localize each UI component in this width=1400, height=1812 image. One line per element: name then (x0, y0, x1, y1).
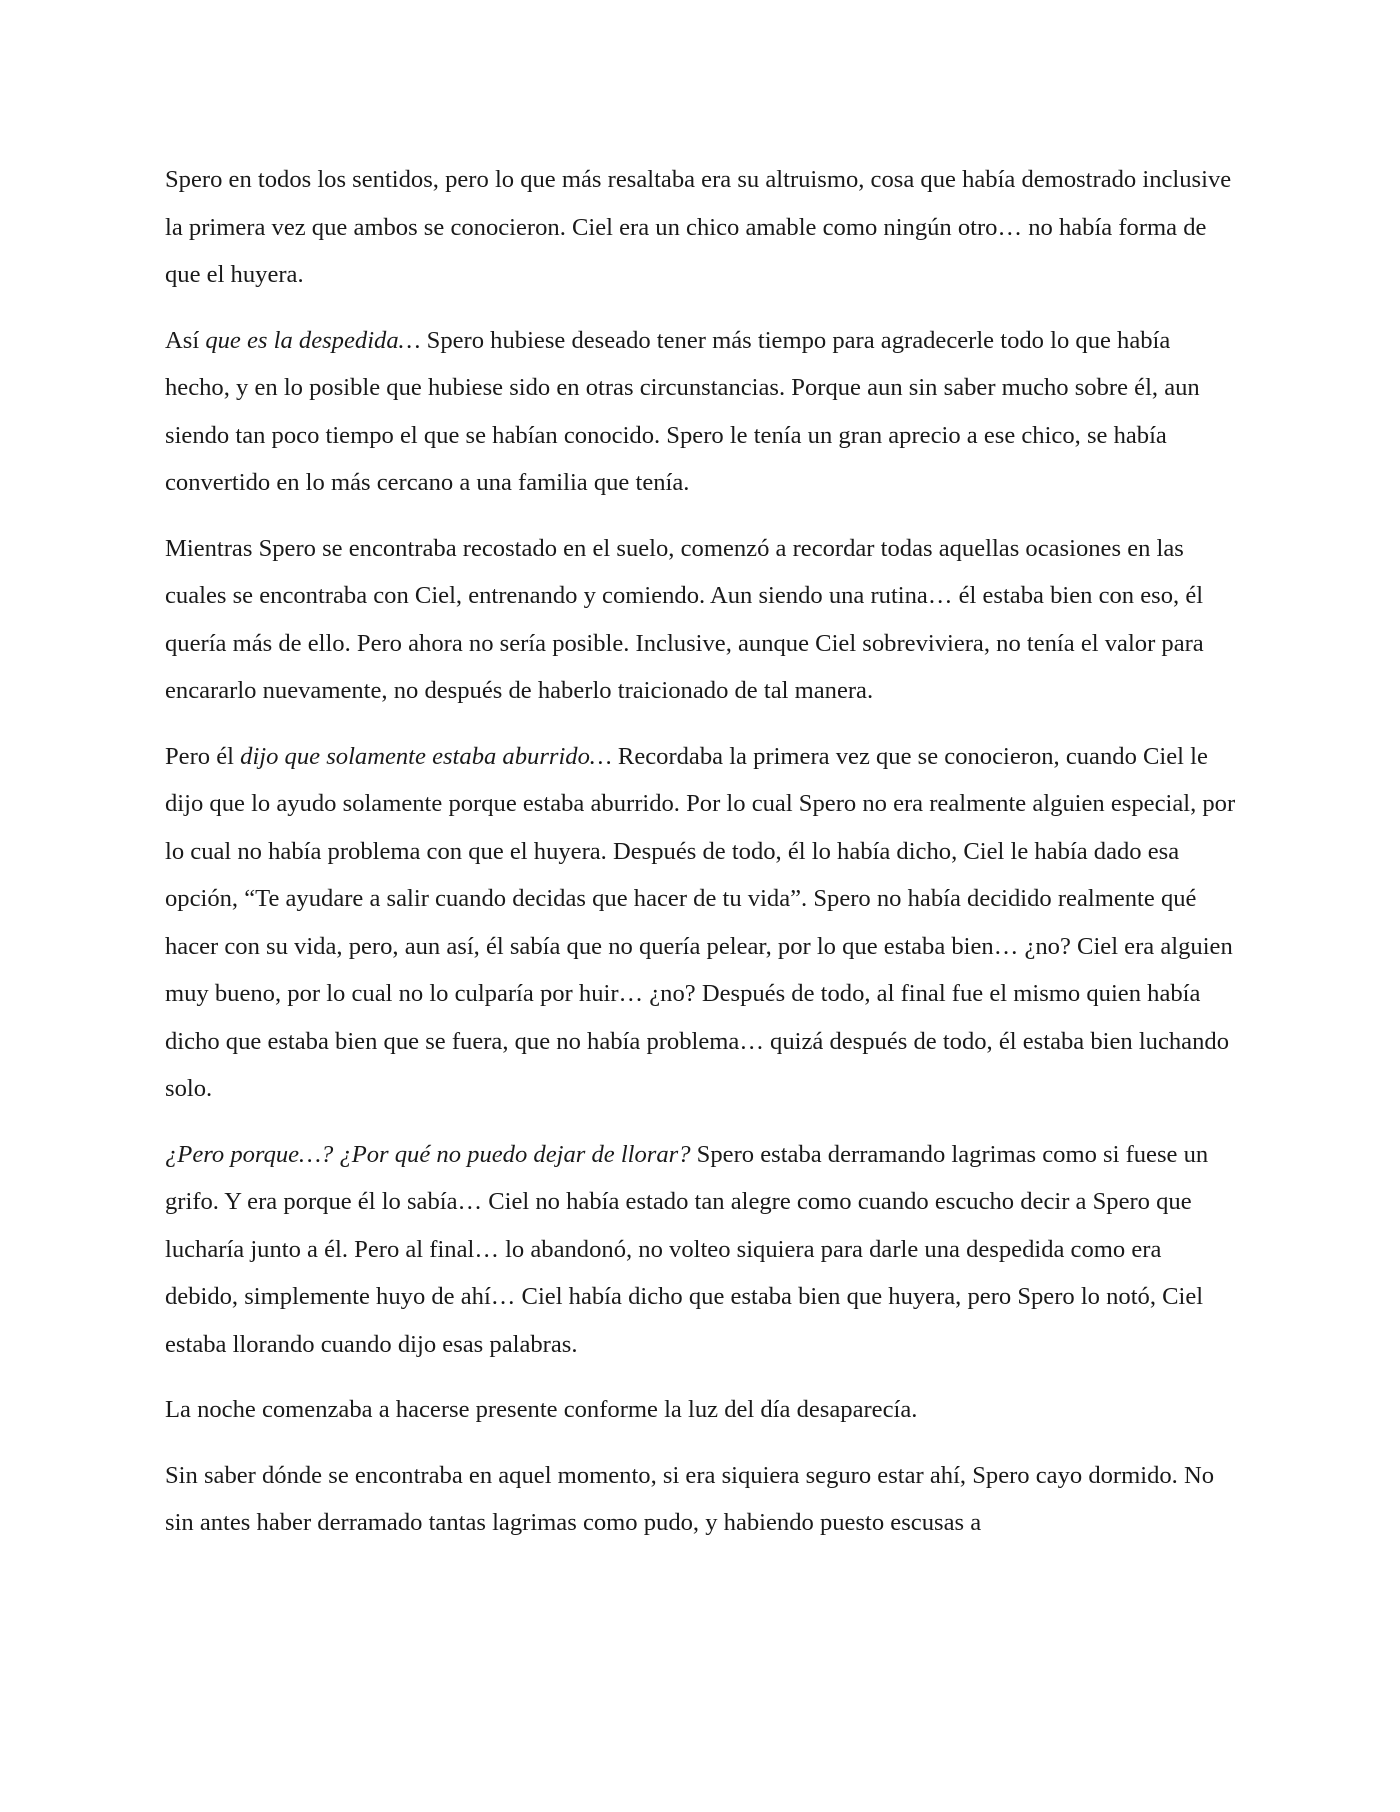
paragraph (165, 733, 1240, 1113)
paragraph (165, 156, 1240, 299)
italic-text-run: que es la despedida… (205, 326, 421, 354)
text-run: Pero él (165, 742, 241, 770)
italic-text-run: dijo que solamente estaba aburrido… (240, 742, 612, 770)
text-run: Spero estaba derramando lagrimas como si fuese un grifo. Y era porque él lo sabía… Ciel no había estado tan alegre como cuando escucho decir a Spero que lucharía junto a él. Pero al final… lo abandonó, no volteo siquiera para darle una despedida como era debido, simplemente huyo de ahí… Ciel había dicho que estaba bien que huyera, pero Spero lo notó, Ciel estaba llorando cuando dijo esas palabras. (165, 1140, 1209, 1358)
text-run: Así (165, 326, 206, 354)
paragraph (165, 1452, 1240, 1547)
paragraph (165, 317, 1240, 507)
body-text (165, 156, 1240, 1565)
text-run: Mientras Spero se encontraba recostado en el suelo, comenzó a recordar todas aquellas ocasiones en las cuales se encontraba con Ciel, entrenando y comiendo. Aun siendo una rutina… él estaba bien con eso, él quería más de ello. Pero ahora no sería posible. Inclusive, aunque Ciel sobreviviera, no tenía el valor para encararlo nuevamente, no después de haberlo traicionado de tal manera. (165, 534, 1204, 704)
paragraph (165, 1131, 1240, 1369)
paragraph (165, 1386, 1240, 1434)
text-run: Spero hubiese deseado tener más tiempo para agradecerle todo lo que había hecho, y en lo posible que hubiese sido en otras circunstancias. Porque aun sin saber mucho sobre él, aun siendo tan poco tiempo el que se habían conocido. Spero le tenía un gran aprecio a ese chico, se había convertido en lo más cercano a una familia que tenía. (165, 326, 1200, 496)
text-run: Sin saber dónde se encontraba en aquel momento, si era siquiera seguro estar ahí, Spero cayo dormido. No sin antes haber derramado tantas lagrimas como pudo, y habiendo puesto escusas a (165, 1461, 1215, 1536)
text-run: Recordaba la primera vez que se conocieron, cuando Ciel le dijo que lo ayudo solamente porque estaba aburrido. Por lo cual Spero no era realmente alguien especial, por lo cual no había problema con que el huyera. Después de todo, él lo había dicho, Ciel le había dado esa opción, “Te ayudare a salir cuando decidas que hacer de tu vida”. Spero no había decidido realmente qué hacer con su vida, pero, aun así, él sabía que no quería pelear, por lo que estaba bien… ¿no? Ciel era alguien muy bueno, por lo cual no lo culparía por huir… ¿no? Después de todo, al final fue el mismo quien había dicho que estaba bien que se fuera, que no había problema… quizá después de todo, él estaba bien luchando solo. (165, 742, 1236, 1102)
text-run: Spero en todos los sentidos, pero lo que más resaltaba era su altruismo, cosa que había demostrado inclusive la primera vez que ambos se conocieron. Ciel era un chico amable como ningún otro… no había forma de que el huyera. (165, 166, 1232, 288)
paragraph (165, 525, 1240, 715)
text-run: La noche comenzaba a hacerse presente conforme la luz del día desaparecía. (165, 1396, 918, 1423)
italic-text-run: ¿Pero porque…? ¿Por qué no puedo dejar de llorar? (165, 1140, 691, 1168)
